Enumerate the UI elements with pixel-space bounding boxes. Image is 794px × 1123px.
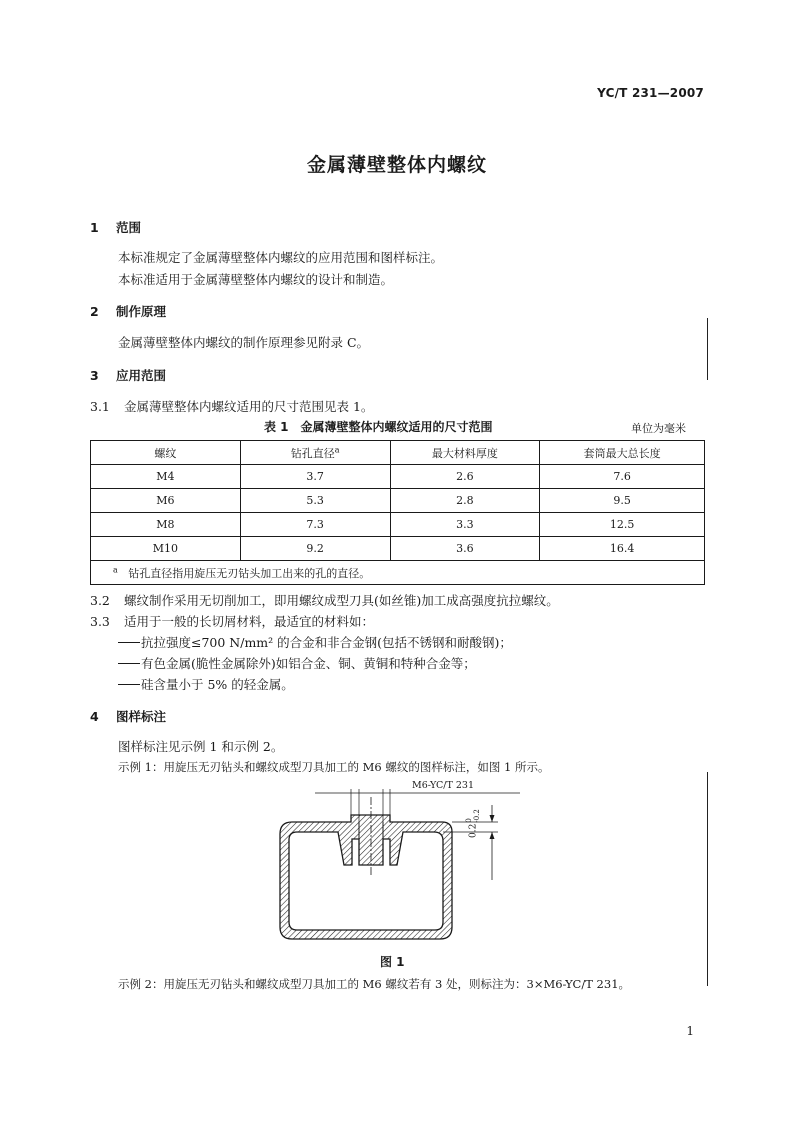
column-header: 套筒最大总长度 xyxy=(540,441,705,465)
table-footnote: 钻孔直径指用旋压无刃钻头加工出来的孔的直径。 xyxy=(128,566,371,580)
revision-bar xyxy=(707,772,708,986)
table-row: M8 7.3 3.3 12.5 xyxy=(91,513,705,537)
thread-callout: M6-YC/T 231 xyxy=(412,780,475,791)
column-header: 钻孔直径$^a$ xyxy=(240,441,390,465)
subsection-3-3: 3.3 适用于一般的长切屑材料，最适宜的材料如： xyxy=(90,614,375,629)
section-4-heading xyxy=(90,707,166,725)
section-2-heading xyxy=(90,302,166,320)
figure-1-drawing xyxy=(270,775,530,945)
section-title: 图样标注 xyxy=(116,709,167,724)
section-1-heading xyxy=(90,218,141,236)
column-header: 最大材料厚度 xyxy=(390,441,540,465)
list-item: 抗拉强度≤700 N/mm² 的合金和非合金钢(包括不锈钢和耐酸钢)； xyxy=(118,633,512,651)
wall-thickness-dimension: 0.2 0 -0.2 xyxy=(465,809,481,838)
section-number: 4 xyxy=(90,709,99,724)
dimension-table xyxy=(90,440,705,585)
section-title: 制作原理 xyxy=(116,304,167,319)
section-number: 3 xyxy=(90,368,99,383)
subsection-3-2: 3.2 螺纹制作采用无切削加工，即用螺纹成型刀具(如丝锥)加工成高强度抗拉螺纹。 xyxy=(90,593,559,608)
figure-caption: 图 1 xyxy=(380,955,405,969)
example-1: 示例 1：用旋压无刃钻头和螺纹成型刀具加工的 M6 螺纹的图样标注，如图 1 所示。 xyxy=(118,760,550,774)
list-item: 硅含量小于 5% 的轻金属。 xyxy=(118,675,294,693)
document-title: 金属薄壁整体内螺纹 xyxy=(306,154,487,176)
table-row: M4 3.7 2.6 7.6 xyxy=(91,465,705,489)
paragraph: 图样标注见示例 1 和示例 2。 xyxy=(118,739,284,754)
column-header: 螺纹 xyxy=(91,441,241,465)
table-header-row xyxy=(91,441,705,465)
table-row: M10 9.2 3.6 16.4 xyxy=(91,537,705,561)
section-title: 应用范围 xyxy=(116,368,167,383)
paragraph: 本标准规定了金属薄壁整体内螺纹的应用范围和图样标注。 xyxy=(118,250,444,265)
table-row: M6 5.3 2.8 9.5 xyxy=(91,489,705,513)
part-section xyxy=(280,815,452,939)
page-number: 1 xyxy=(686,1024,694,1038)
revision-bar xyxy=(707,318,708,380)
subsection-3-1: 3.1 金属薄壁整体内螺纹适用的尺寸范围见表 1。 xyxy=(90,399,374,414)
table-footnote-row: $^a$ 钻孔直径指用旋压无刃钻头加工出来的孔的直径。 xyxy=(91,561,705,585)
table-unit: 单位为毫米 xyxy=(631,422,686,435)
table-caption: 表 1 金属薄壁整体内螺纹适用的尺寸范围 xyxy=(264,420,493,434)
example-2: 示例 2：用旋压无刃钻头和螺纹成型刀具加工的 M6 螺纹若有 3 处，则标注为：3×M6-YC/T 231。 xyxy=(118,977,631,991)
standard-code: YC/T 231—2007 xyxy=(597,86,704,100)
paragraph: 金属薄壁整体内螺纹的制作原理参见附录 C。 xyxy=(118,335,370,350)
section-3-heading xyxy=(90,366,166,384)
section-number: 2 xyxy=(90,304,99,319)
section-number: 1 xyxy=(90,220,99,235)
paragraph: 本标准适用于金属薄壁整体内螺纹的设计和制造。 xyxy=(118,272,394,287)
section-title: 范围 xyxy=(116,220,142,235)
list-item: 有色金属(脆性金属除外)如铝合金、铜、黄铜和特种合金等； xyxy=(118,654,476,672)
